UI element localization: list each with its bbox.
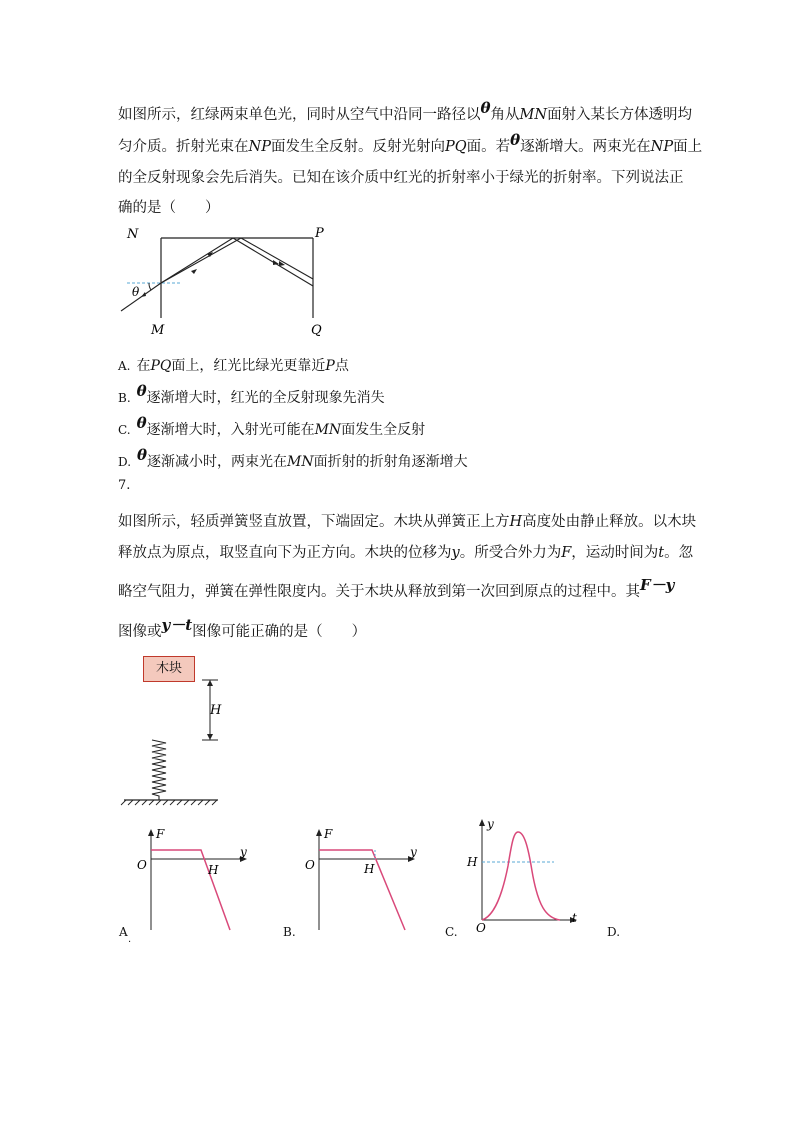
- svg-text:H: H: [364, 862, 375, 876]
- graph-b: [302, 826, 427, 938]
- stray-dot: .: [128, 934, 132, 945]
- label-n: N: [127, 227, 139, 242]
- graph-a-curve: [151, 850, 230, 930]
- height-label: H: [210, 703, 222, 718]
- graph-c: [464, 816, 589, 932]
- graph-c-label[interactable]: C.: [445, 925, 458, 939]
- q6-option-c[interactable]: C. θ逐渐增大时，入射光可能在MN面发生全反射: [118, 414, 426, 438]
- q7-number: 7.: [118, 478, 131, 493]
- svg-text:y: y: [240, 845, 247, 859]
- q7-stem-line-4: 图像或y－t图像可能正确的是（ ）: [118, 616, 367, 640]
- svg-text:y: y: [487, 817, 494, 831]
- svg-text:F: F: [156, 827, 165, 841]
- q7-stem-line-1: 如图所示，轻质弹簧竖直放置，下端固定。木块从弹簧正上方H高度处由静止释放。以木块: [118, 514, 697, 530]
- label-q: Q: [311, 323, 322, 338]
- label-theta: θ: [132, 285, 140, 299]
- graph-b-label[interactable]: B.: [283, 925, 296, 939]
- label-p: P: [315, 226, 324, 241]
- q6-option-d[interactable]: D. θ逐渐减小时，两束光在MN面折射的折射角逐渐增大: [118, 446, 468, 470]
- svg-text:H: H: [467, 855, 478, 869]
- q6-stem-line-3: 的全反射现象会先后消失。已知在该介质中红光的折射率小于绿光的折射率。下列说法正: [118, 170, 684, 186]
- q6-stem-line-1: 如图所示，红绿两束单色光，同时从空气中沿同一路径以θ角从MN面射入某长方体透明均: [118, 99, 693, 123]
- spring-figure: [118, 676, 248, 806]
- spring: [152, 740, 166, 800]
- svg-text:H: H: [208, 863, 219, 877]
- label-m: M: [151, 323, 165, 338]
- graph-a-label[interactable]: A: [119, 925, 128, 939]
- q6-stem-line-4: 确的是（ ）: [118, 200, 220, 216]
- q6-option-b[interactable]: B. θ逐渐增大时，红光的全反射现象先消失: [118, 382, 385, 406]
- q7-stem-line-2: 释放点为原点，取竖直向下为正方向。木块的位移为y。所受合外力为F，运动时间为t。忽: [118, 545, 694, 561]
- reflected-ray-2: [241, 238, 313, 279]
- q6-option-a[interactable]: A. 在PQ面上，红光比绿光更靠近P点: [118, 358, 349, 374]
- theta-symbol: θ: [480, 99, 491, 117]
- wood-block: 木块: [143, 656, 195, 682]
- refraction-figure: [115, 222, 335, 344]
- svg-text:O: O: [305, 858, 315, 872]
- refracted-ray-1: [161, 238, 233, 283]
- svg-text:O: O: [137, 858, 147, 872]
- graph-c-curve: [482, 832, 560, 920]
- svg-text:y: y: [410, 845, 417, 859]
- svg-text:O: O: [476, 921, 486, 932]
- q6-stem-line-2: 匀介质。折射光束在NP面发生全反射。反射光射向PQ面。若θ逐渐增大。两束光在NP面上: [118, 131, 703, 155]
- svg-text:t: t: [572, 911, 577, 925]
- graph-b-curve: [319, 850, 405, 930]
- refracted-ray-2: [161, 238, 241, 283]
- graph-a: [134, 826, 259, 938]
- graph-d-label[interactable]: D.: [607, 925, 621, 939]
- svg-text:F: F: [324, 827, 333, 841]
- q7-stem-line-3: 略空气阻力，弹簧在弹性限度内。关于木块从释放到第一次回到原点的过程中。其F－y: [118, 576, 675, 600]
